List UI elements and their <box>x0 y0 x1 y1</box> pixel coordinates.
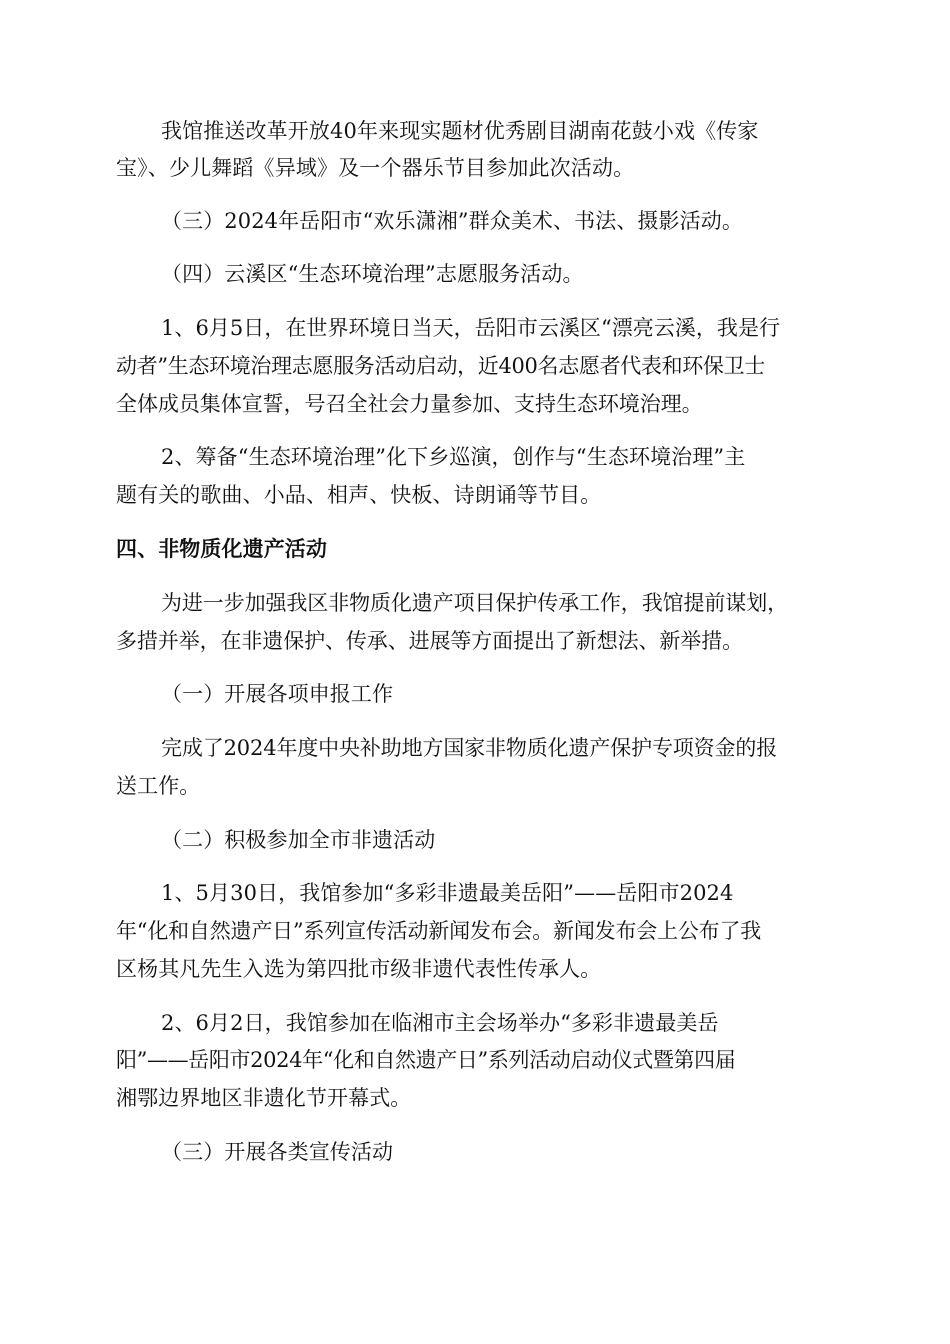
paragraph-line: 为进一步加强我区非物质化遗产项目保护传承工作，我馆提前谋划， <box>161 591 788 615</box>
paragraph-line: 全体成员集体宣誓，号召全社会力量参加、支持生态环境治理。 <box>116 392 703 416</box>
paragraph-line: 宝》、少儿舞蹈《异域》及一个器乐节目参加此次活动。 <box>116 156 635 180</box>
paragraph-line: 年“化和自然遗产日”系列宣传活动新闻发布会。新闻发布会上公布了我 <box>116 919 762 943</box>
paragraph-line: 完成了2024年度中央补助地方国家非物质化遗产保护专项资金的报 <box>161 736 778 760</box>
paragraph-line: 题有关的歌曲、小品、相声、快板、诗朗诵等节目。 <box>116 483 602 507</box>
section-subheading: （四）云溪区“生态环境治理”志愿服务活动。 <box>161 262 584 286</box>
paragraph-line: 2、6月2日，我馆参加在临湘市主会场举办“多彩非遗最美岳 <box>161 1011 719 1035</box>
paragraph-line: 1、5月30日，我馆参加“多彩非遗最美岳阳”——岳阳市2024 <box>161 881 734 905</box>
paragraph-line: 多措并举，在非遗保护、传承、进展等方面提出了新想法、新举措。 <box>116 629 743 653</box>
section-subheading: （一）开展各项申报工作 <box>161 682 394 706</box>
section-heading: 四、非物质化遗产活动 <box>116 537 327 561</box>
section-subheading: （二）积极参加全市非遗活动 <box>161 828 436 852</box>
section-subheading: （三）2024年岳阳市“欢乐潇湘”群众美术、书法、摄影活动。 <box>161 209 743 233</box>
paragraph-line: 我馆推送改革开放40年来现实题材优秀剧目湖南花鼓小戏《传家 <box>161 119 759 143</box>
paragraph-line: 区杨其凡先生入选为第四批市级非遗代表性传承人。 <box>116 957 602 981</box>
paragraph-line: 动者”生态环境治理志愿服务活动启动，近400名志愿者代表和环保卫士 <box>116 354 765 378</box>
paragraph-line: 送工作。 <box>116 774 201 798</box>
paragraph-line: 湘鄂边界地区非遗化节开幕式。 <box>116 1086 412 1110</box>
paragraph-line: 1、6月5日，在世界环境日当天，岳阳市云溪区“漂亮云溪，我是行 <box>161 316 781 340</box>
paragraph-line: 2、筹备“生态环境治理”化下乡巡演，创作与“生态环境治理”主 <box>161 445 746 469</box>
paragraph-line: 阳”——岳阳市2024年“化和自然遗产日”系列活动启动仪式暨第四届 <box>116 1048 736 1072</box>
section-subheading: （三）开展各类宣传活动 <box>161 1140 394 1164</box>
